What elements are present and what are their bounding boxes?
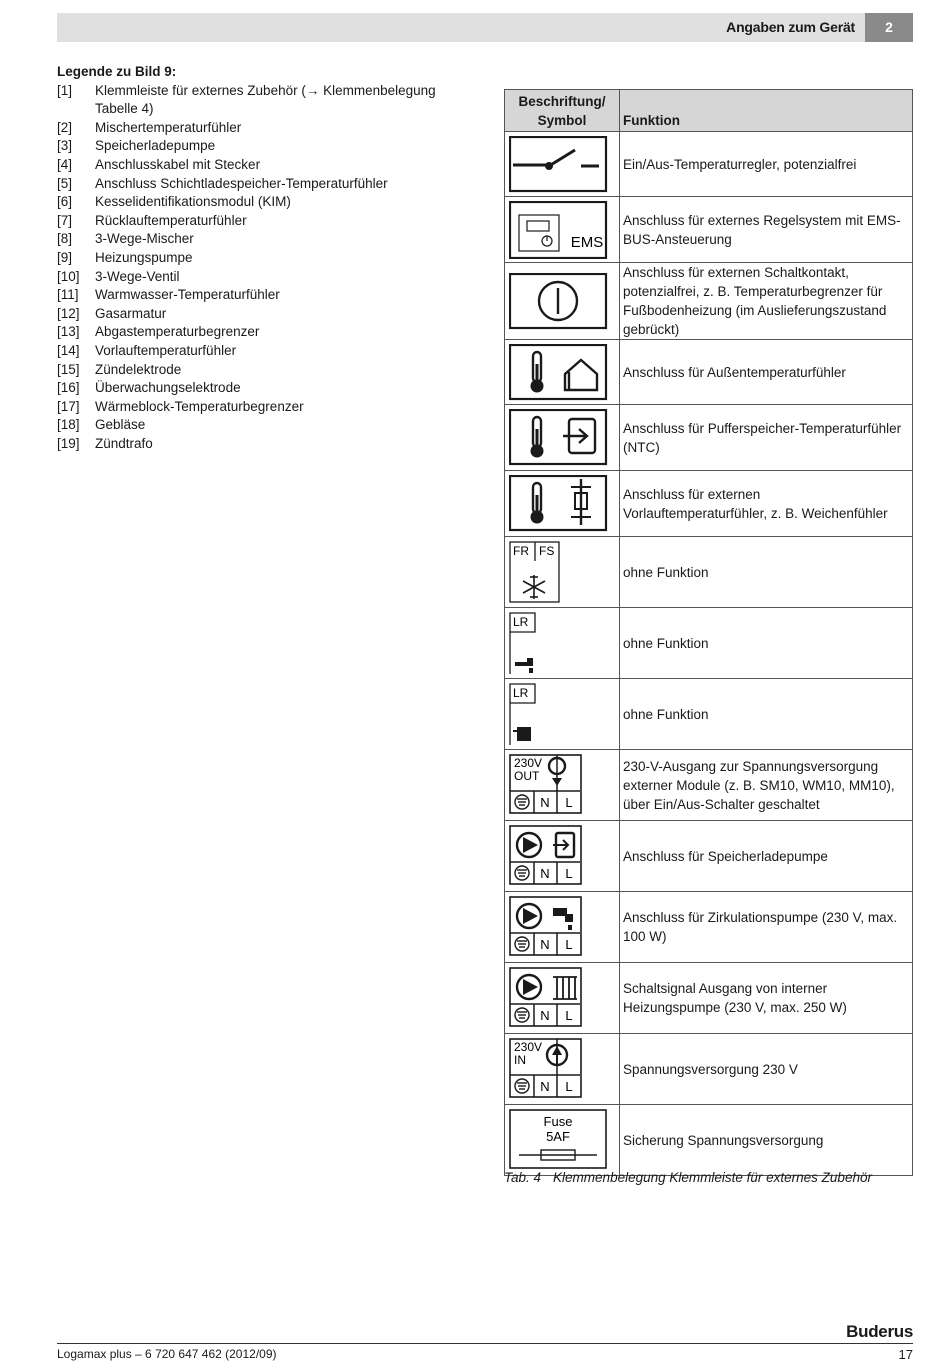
table-row — [505, 963, 913, 1034]
legend-item — [57, 119, 447, 138]
table-row — [505, 263, 913, 340]
legend-item — [57, 361, 447, 380]
voltage-label: 230V — [514, 756, 543, 770]
neutral-label: N — [540, 1008, 550, 1023]
legend-number: [5] — [57, 175, 73, 191]
storage-pump-icon — [509, 825, 585, 889]
ems-label: EMS — [570, 234, 604, 251]
circ-pump-icon — [509, 896, 585, 960]
fuse-icon — [509, 1109, 609, 1173]
line-label: L — [565, 1079, 573, 1094]
function-cell: Spannungsversorgung 230 V — [620, 1034, 913, 1105]
function-cell: Anschluss für Pufferspeicher-Temperaturfühler (NTC) — [620, 405, 913, 471]
table-caption — [504, 1170, 872, 1185]
legend-title: Legende zu Bild 9: — [57, 64, 177, 79]
legend-item — [57, 286, 447, 305]
symbol-cell — [505, 405, 620, 471]
footer-divider — [57, 1343, 913, 1344]
chapter-number: 2 — [865, 13, 913, 42]
table-row — [505, 1105, 913, 1176]
neutral-label: N — [540, 937, 550, 952]
legend-item — [57, 193, 447, 212]
tap-icon — [509, 612, 569, 676]
in-label: IN — [514, 1053, 526, 1067]
legend-item — [57, 230, 447, 249]
legend-number: [12] — [57, 305, 80, 321]
legend-text: Vorlauftemperaturfühler — [95, 342, 237, 358]
legend-item — [57, 212, 447, 231]
table-row — [505, 537, 913, 608]
function-cell: Schaltsignal Ausgang von interner Heizungspumpe (230 V, max. 250 W) — [620, 963, 913, 1034]
lr-label: LR — [513, 686, 529, 700]
header-symbol: Beschriftung/ Symbol — [505, 90, 620, 132]
function-cell: ohne Funktion — [620, 608, 913, 679]
legend-text: Gasarmatur — [95, 305, 167, 321]
symbol-cell — [505, 679, 620, 750]
header-function: Funktion — [620, 90, 913, 132]
legend-number: [9] — [57, 249, 73, 265]
legend-text: Zündtrafo — [95, 435, 153, 451]
legend-number: [4] — [57, 156, 73, 172]
legend-number: [19] — [57, 435, 80, 451]
function-cell: Sicherung Spannungsversorgung — [620, 1105, 913, 1176]
symbol-cell — [505, 1105, 620, 1176]
outdoor-sensor-icon — [509, 344, 609, 402]
caption-tab: Tab. 4 — [504, 1170, 542, 1185]
section-title: Angaben zum Gerät — [726, 19, 855, 35]
function-cell: ohne Funktion — [620, 537, 913, 608]
legend — [57, 63, 447, 453]
legend-item — [57, 435, 447, 454]
legend-number: [2] — [57, 119, 73, 135]
table-header-row — [505, 90, 913, 132]
legend-number: [13] — [57, 324, 80, 340]
table-row — [505, 197, 913, 263]
heating-pump-icon — [509, 967, 585, 1031]
tank-icon — [509, 683, 569, 747]
symbol-cell — [505, 1034, 620, 1105]
legend-number: [18] — [57, 417, 80, 433]
function-cell: Anschluss für Speicherladepumpe — [620, 821, 913, 892]
legend-number: [16] — [57, 380, 80, 396]
out-label: OUT — [514, 769, 540, 783]
frost-icon — [509, 541, 569, 605]
legend-item — [57, 156, 447, 175]
lr-label: LR — [513, 615, 529, 629]
symbol-cell — [505, 537, 620, 608]
table-row — [505, 340, 913, 405]
legend-item — [57, 342, 447, 361]
legend-text: 3-Wege-Mischer — [95, 231, 194, 247]
legend-number: [11] — [57, 287, 79, 303]
symbol-cell — [505, 608, 620, 679]
legend-item — [57, 249, 447, 268]
buffer-sensor-icon — [509, 409, 609, 467]
brand-logo: Buderus — [846, 1322, 913, 1341]
legend-text: Speicherladepumpe — [95, 138, 216, 154]
legend-text: Gebläse — [95, 417, 146, 433]
table-row — [505, 405, 913, 471]
legend-item — [57, 82, 447, 119]
line-label: L — [565, 866, 573, 881]
legend-text: Zündelektrode — [95, 361, 182, 377]
table-row — [505, 132, 913, 197]
legend-number: [7] — [57, 212, 73, 228]
contact-icon — [509, 273, 609, 331]
symbol-cell — [505, 263, 620, 340]
caption-text: Klemmenbelegung Klemmleiste für externes Zubehör — [553, 1170, 872, 1185]
terminal-table — [504, 89, 913, 1176]
legend-text: Warmwasser-Temperaturfühler — [95, 287, 280, 303]
legend-item — [57, 268, 447, 287]
legend-item — [57, 175, 447, 194]
symbol-cell — [505, 750, 620, 821]
voltage-label: 230V — [514, 1040, 543, 1054]
legend-text: Abgastemperaturbegrenzer — [95, 324, 260, 340]
legend-text: Mischertemperaturfühler — [95, 119, 242, 135]
legend-number: [15] — [57, 361, 80, 377]
legend-number: [17] — [57, 398, 80, 414]
table-row — [505, 821, 913, 892]
legend-text: Anschluss Schichtladespeicher-Temperaturfühler — [95, 175, 388, 191]
switch-icon — [509, 136, 609, 194]
legend-list — [57, 82, 447, 454]
table-row — [505, 750, 913, 821]
legend-text: 3-Wege-Ventil — [95, 268, 180, 284]
in-230v-icon — [509, 1038, 585, 1102]
function-cell: Anschluss für Außentemperaturfühler — [620, 340, 913, 405]
legend-text: Überwachungselektrode — [95, 380, 241, 396]
fuse-rating-label: 5AF — [546, 1129, 570, 1144]
footer-doc-ref: Logamax plus – 6 720 647 462 (2012/09) — [57, 1347, 277, 1361]
legend-text: Klemmleiste für externes Zubehör (→ Klemmenbelegung Tabelle 4) — [95, 82, 436, 117]
legend-number: [3] — [57, 138, 73, 154]
fr-label: FR — [513, 544, 529, 558]
function-cell: Anschluss für externes Regelsystem mit EMS-BUS-Ansteuerung — [620, 197, 913, 263]
legend-text: Heizungspumpe — [95, 249, 193, 265]
legend-number: [14] — [57, 342, 80, 358]
symbol-cell — [505, 821, 620, 892]
neutral-label: N — [540, 866, 550, 881]
table-row — [505, 679, 913, 750]
out-230v-icon — [509, 754, 585, 818]
function-cell: Anschluss für externen Vorlauftemperaturfühler, z. B. Weichenfühler — [620, 471, 913, 537]
line-label: L — [565, 937, 573, 952]
fs-label: FS — [539, 544, 555, 558]
legend-item — [57, 398, 447, 417]
flow-sensor-icon — [509, 475, 609, 533]
line-label: L — [565, 795, 573, 810]
function-cell: Anschluss für externen Schaltkontakt, potenzialfrei, z. B. Temperaturbegrenzer für Fußbodenheizung (im Auslieferungszustand gebrückt) — [620, 263, 913, 340]
neutral-label: N — [540, 795, 550, 810]
table-row — [505, 1034, 913, 1105]
ems-icon — [509, 201, 609, 259]
function-cell: ohne Funktion — [620, 679, 913, 750]
function-cell: Anschluss für Zirkulationspumpe (230 V, max. 100 W) — [620, 892, 913, 963]
legend-text: Rücklauftemperaturfühler — [95, 212, 247, 228]
symbol-cell — [505, 132, 620, 197]
legend-number: [10] — [57, 268, 80, 284]
table-row — [505, 892, 913, 963]
symbol-cell — [505, 892, 620, 963]
legend-item — [57, 137, 447, 156]
table-row — [505, 608, 913, 679]
legend-item — [57, 305, 447, 324]
legend-item — [57, 323, 447, 342]
legend-number: [1] — [57, 82, 73, 98]
fuse-label: Fuse — [543, 1114, 573, 1129]
symbol-cell — [505, 471, 620, 537]
legend-number: [8] — [57, 231, 73, 247]
legend-item — [57, 379, 447, 398]
symbol-cell — [505, 340, 620, 405]
legend-text: Kesselidentifikationsmodul (KIM) — [95, 194, 291, 210]
function-cell: 230-V-Ausgang zur Spannungsversorgung externer Module (z. B. SM10, WM10, MM10), über Ein/Aus-Schalter geschaltet — [620, 750, 913, 821]
legend-text: Anschlusskabel mit Stecker — [95, 156, 261, 172]
symbol-cell — [505, 963, 620, 1034]
legend-item — [57, 416, 447, 435]
table-row — [505, 471, 913, 537]
header-bar — [57, 13, 865, 42]
page-number: 17 — [898, 1347, 913, 1362]
neutral-label: N — [540, 1079, 550, 1094]
line-label: L — [565, 1008, 573, 1023]
symbol-cell — [505, 197, 620, 263]
legend-number: [6] — [57, 194, 73, 210]
function-cell: Ein/Aus-Temperaturregler, potenzialfrei — [620, 132, 913, 197]
legend-text: Wärmeblock-Temperaturbegrenzer — [95, 398, 304, 414]
